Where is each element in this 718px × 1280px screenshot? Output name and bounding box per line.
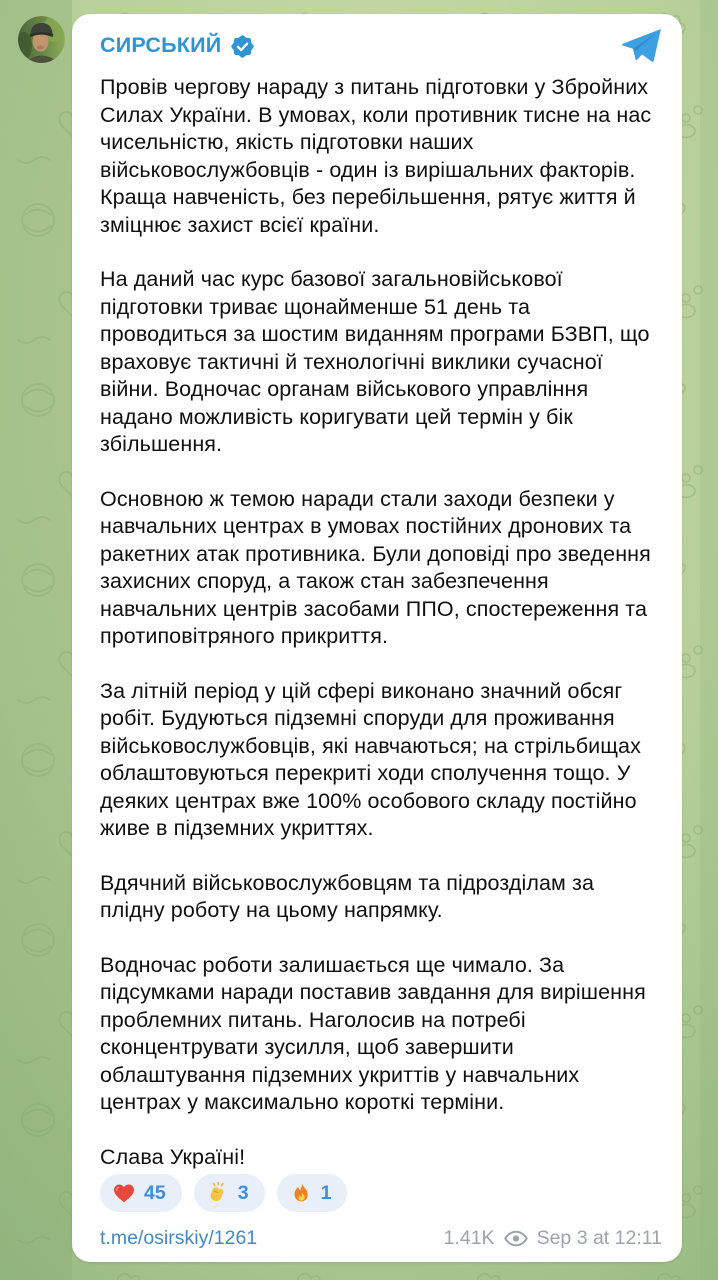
message-bubble bbox=[72, 14, 682, 1262]
reaction-clap-button[interactable] bbox=[194, 1174, 265, 1212]
clap-emoji-icon bbox=[206, 1181, 230, 1205]
post-link[interactable]: t.me/osirskiy/1261 bbox=[100, 1227, 258, 1249]
message-paragraph: Водночас роботи залишається ще чимало. За підсумками наради поставив завдання для вирішення проблемних питань. Наголосив на потребі сконцентрувати зусилля, щоб завершити облаштування підземних укриттів у навчальних центрах у максимально короткі терміни. bbox=[100, 952, 646, 1114]
channel-name[interactable]: СИРСЬКИЙ bbox=[100, 33, 222, 57]
message-paragraph: Вдячний військовослужбовцям та підрозділам за плідну роботу на цьому напрямку. bbox=[100, 870, 595, 922]
message-paragraph: Провів чергову нараду з питань підготовки у Збройних Силах України. В умовах, коли противник тисне на нас чисельністю, якість підготовки наших військовослужбовців - один із вирішальних факторів. Краща навченість, без перебільшення, рятує життя й зміцнює захист всієї країни. bbox=[100, 75, 652, 237]
heart-emoji-icon bbox=[112, 1181, 136, 1205]
message-paragraph: На даний час курс базової загальновійськової підготовки триває щонайменше 51 день та проводиться за шостим виданням програми БЗВП, що враховує тактичні й технологічні виклики сучасної війни. Водночас органам військового управління надано можливість коригувати цей термін у бік збільшення. bbox=[100, 267, 650, 456]
reaction-count: 1 bbox=[320, 1181, 332, 1204]
meta-right bbox=[444, 1227, 662, 1250]
post-date: Sep 3 at 12:11 bbox=[536, 1227, 662, 1249]
channel-avatar[interactable] bbox=[18, 16, 65, 63]
views-count: 1.41K bbox=[443, 1227, 495, 1249]
message-paragraph: Слава Україні! bbox=[100, 1144, 246, 1169]
reaction-heart-button[interactable] bbox=[100, 1174, 182, 1212]
message-paragraph: За літній період у цій сфері виконано значний обсяг робіт. Будуються підземні споруди для проживання військовослужбовців, які навчаються; на стрільбищах облаштовуються перекриті ходи сполучення тощо. У деяких центрах вже 100% особового складу постійно живе в підземних укриттях. bbox=[100, 678, 641, 840]
reaction-count: 45 bbox=[144, 1181, 166, 1204]
message-text bbox=[100, 74, 662, 1171]
fire-emoji-icon bbox=[289, 1181, 313, 1205]
reaction-count: 3 bbox=[237, 1181, 249, 1204]
reaction-fire-button[interactable] bbox=[277, 1174, 348, 1212]
reactions-row bbox=[100, 1174, 662, 1212]
message-header bbox=[100, 28, 662, 63]
telegram-plane-icon[interactable] bbox=[621, 28, 662, 63]
verified-badge-icon bbox=[230, 34, 255, 59]
eye-icon bbox=[504, 1230, 528, 1247]
message-paragraph: Основною ж темою наради стали заходи безпеки у навчальних центрах в умовах постійних дронових та ракетних атак противника. Були доповіді про зведення захисних споруд, а також стан забезпечення навчальних центрів засобами ППО, спостереження та протиповітряного прикриття. bbox=[100, 486, 651, 648]
message-meta bbox=[100, 1227, 662, 1250]
